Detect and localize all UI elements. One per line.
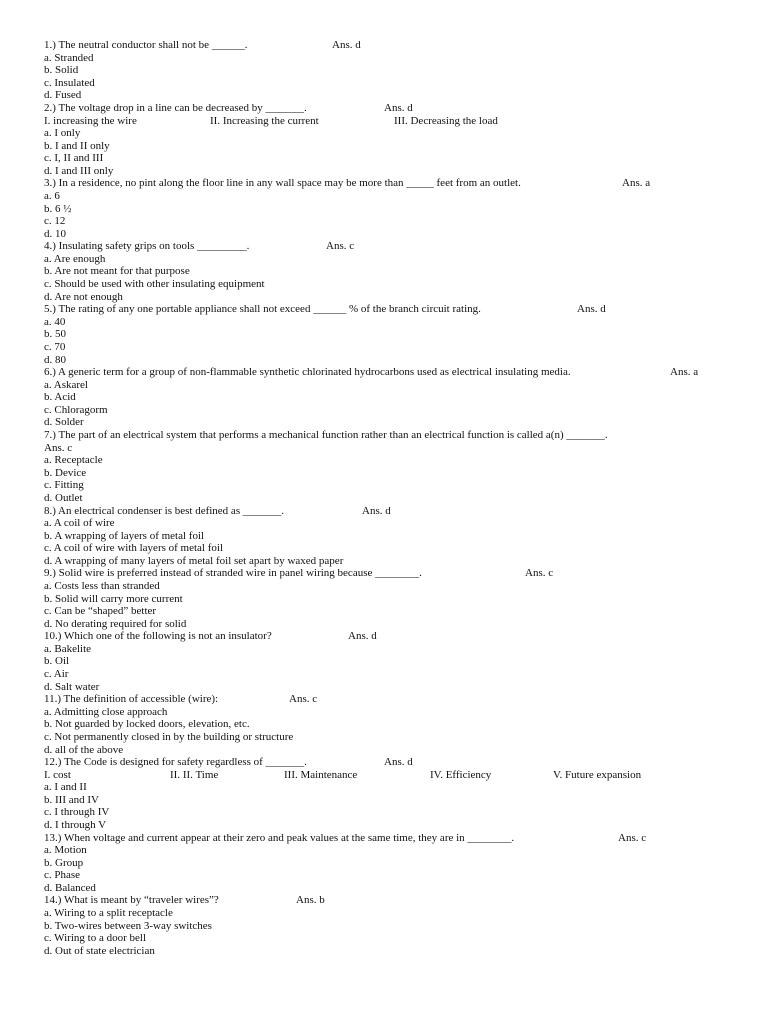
line-text: 7.) The part of an electrical system that performs a mechanical function rather than an electrical function is called a(n) _______. [44,429,608,441]
line-text: b. Two-wires between 3-way switches [44,919,212,932]
line-text: a. Costs less than stranded [44,579,160,592]
line-text: b. Acid [44,391,76,404]
line-text: 5.) The rating of any one portable appliance shall not exceed ______ % of the branch circuit rating. [44,303,481,316]
line-text: b. III and IV [44,793,99,806]
line-text: IV. Efficiency [430,768,492,781]
line-text: II. Increasing the current [210,114,319,127]
answer-key-text: Ans. d [332,39,361,51]
line-text: c. Fitting [44,479,84,492]
line-text: a. 40 [44,315,66,328]
line-text: d. I and III only [44,164,114,177]
line-text: 3.) In a residence, no pint along the floor line in any wall space may be more than _____ feet from an outlet. [44,177,521,190]
line-text: d. Are not enough [44,290,123,303]
line-text: 10.) Which one of the following is not an insulator? [44,630,272,643]
line-text: b. 6 ½ [44,202,72,215]
line-text: 2.) The voltage drop in a line can be decreased by _______. [44,101,307,114]
line-text: a. Wiring to a split receptacle [44,907,173,919]
line-text: d. No derating required for solid [44,617,187,630]
line-text: b. Are not meant for that purpose [44,265,190,278]
line-text: a. Motion [44,844,87,857]
line-text: b. Group [44,856,84,869]
line-text: 14.) What is meant by “traveler wires”? [44,894,219,907]
answer-key-text: Ans. c [289,693,318,706]
line-text: a. I and II [44,781,87,794]
line-text: b. 50 [44,328,66,341]
line-text: c. 12 [44,215,66,228]
line-text: a. Stranded [44,51,94,64]
line-text: d. Solder [44,416,84,429]
line-text: a. Admitting close approach [44,705,168,718]
line-text: c. A coil of wire with layers of metal foil [44,542,224,555]
line-text: 12.) The Code is designed for safety regardless of _______. [44,756,307,769]
line-text: c. Chloragorm [44,403,108,416]
line-text: d. Balanced [44,881,96,894]
answer-key-text: Ans. c [618,831,647,844]
line-text: a. Receptacle [44,454,103,467]
line-text: 9.) Solid wire is preferred instead of stranded wire in panel wiring because ________. [44,567,422,580]
line-text: d. Salt water [44,680,100,693]
line-text: III. Decreasing the load [394,114,498,127]
line-text: c. Insulated [44,76,95,89]
answer-key-text: Ans. d [348,630,377,643]
line-text: 13.) When voltage and current appear at their zero and peak values at the same time, they are in ________. [44,831,515,844]
line-text: 6.) A generic term for a group of non-flammable synthetic chlorinated hydrocarbons used as electrical insulating media. [44,366,571,379]
line-text: d. A wrapping of many layers of metal foil set apart by waxed paper [44,554,344,567]
line-text: 11.) The definition of accessible (wire): [44,693,219,706]
line-text: II. II. Time [170,768,219,781]
line-text: c. Wiring to a door bell [44,932,146,945]
line-text: b. Not guarded by locked doors, elevation, etc. [44,718,250,731]
answer-key-text: Ans. c [525,567,554,580]
line-text: c. 70 [44,340,66,353]
line-text: d. Fused [44,89,82,102]
line-text: b. A wrapping of layers of metal foil [44,529,205,542]
line-text: III. Maintenance [284,768,358,781]
line-text: d. 10 [44,227,66,240]
line-text: b. Solid [44,64,79,77]
line-text: c. I through IV [44,806,110,819]
line-text: a. 6 [44,190,60,202]
line-text: 8.) An electrical condenser is best defined as _______. [44,504,285,517]
line-text: d. Outlet [44,491,83,504]
answer-key-text: Ans. c [326,240,355,253]
answer-key-text: Ans. d [384,101,413,114]
answer-key-text: Ans. b [296,894,325,907]
answer-key-text: Ans. d [384,756,413,769]
answer-key-text: Ans. d [362,504,391,517]
line-text: d. I through V [44,819,107,831]
line-text: a. A coil of wire [44,517,115,529]
answer-key-text: Ans. a [670,366,699,379]
line-text: d. Out of state electrician [44,944,155,957]
line-text: b. Oil [44,655,70,668]
line-text: I. cost [44,768,71,781]
line-text: c. Air [44,668,69,680]
answer-key-text: Ans. a [622,177,651,190]
line-text: b. Solid will carry more current [44,592,183,605]
line-text: d. 80 [44,353,66,366]
line-text: a. Are enough [44,252,106,265]
line-text: c. Not permanently closed in by the building or structure [44,730,294,743]
line-text: b. Device [44,466,87,479]
line-text: I. increasing the wire [44,114,137,127]
line-text: b. I and II only [44,139,110,152]
line-text: c. Can be “shaped” better [44,605,157,618]
line-text: a. Bakelite [44,642,92,655]
line-text: c. Should be used with other insulating equipment [44,278,265,290]
line-text: c. Phase [44,869,81,882]
answer-key-text: Ans. d [577,303,606,316]
line-text: d. all of the above [44,743,124,756]
line-text: 1.) The neutral conductor shall not be ______. [44,39,248,51]
line-text: c. I, II and III [44,152,104,165]
line-text: a. Askarel [44,378,88,391]
line-text: a. I only [44,127,81,140]
line-text: Ans. c [44,441,73,454]
line-text: 4.) Insulating safety grips on tools _________. [44,240,250,253]
line-text: V. Future expansion [553,768,642,781]
